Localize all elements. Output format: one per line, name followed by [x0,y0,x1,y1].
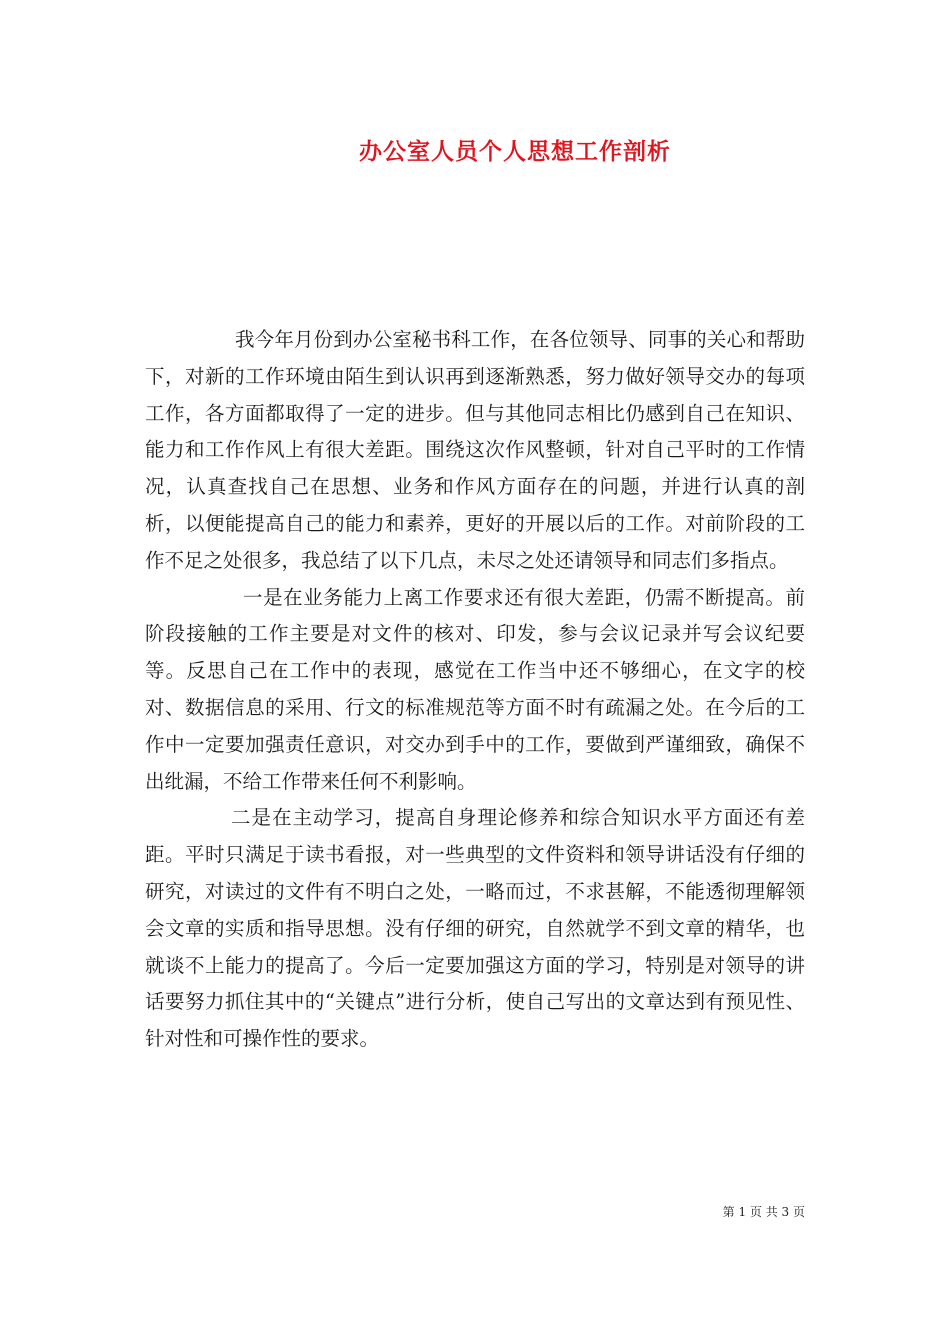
document-title: 办公室人员个人思想工作剖析 [359,138,671,165]
paragraph-intro: 我今年月份到办公室秘书科工作，在各位领导、同事的关心和帮助下，对新的工作环境由陌生到认识再到逐渐熟悉，努力做好领导交办的每项工作，各方面都取得了一定的进步。但与其他同志相比仍感到自己在知识、能力和工作作风上有很大差距。围绕这次作风整顿，针对自己平时的工作情况，认真查找自己在思想、业务和作风方面存在的问题，并进行认真的剖析，以便能提高自己的能力和素养，更好的开展以后的工作。对前阶段的工作不足之处很多，我总结了以下几点，未尽之处还请领导和同志们多指点。 [145,328,805,572]
page-number-label: 第 1 页 共 3 页 [722,1205,805,1219]
page-number-footer [600,1203,805,1221]
paragraph-point-one: 一是在业务能力上离工作要求还有很大差距，仍需不断提高。前阶段接触的工作主要是对文件的核对、印发，参与会议记录并写会议纪要等。反思自己在工作中的表现，感觉在工作当中还不够细心，在文字的校对、数据信息的采用、行文的标准规范等方面不时有疏漏之处。在今后的工作中一定要加强责任意识，对交办到手中的工作，要做到严谨细致，确保不出纰漏，不给工作带来任何不利影响。 [145,585,805,793]
paragraph-point-two: 二是在主动学习，提高自身理论修养和综合知识水平方面还有差距。平时只满足于读书看报，对一些典型的文件资料和领导讲话没有仔细的研究，对读过的文件有不明白之处，一略而过，不求甚解，不能透彻理解领会文章的实质和指导思想。没有仔细的研究，自然就学不到文章的精华，也就谈不上能力的提高了。今后一定要加强这方面的学习，特别是对领导的讲话要努力抓住其中的“关键点”进行分析，使自己写出的文章达到有预见性、针对性和可操作性的要求。 [145,806,805,1051]
document-body [145,322,805,1058]
